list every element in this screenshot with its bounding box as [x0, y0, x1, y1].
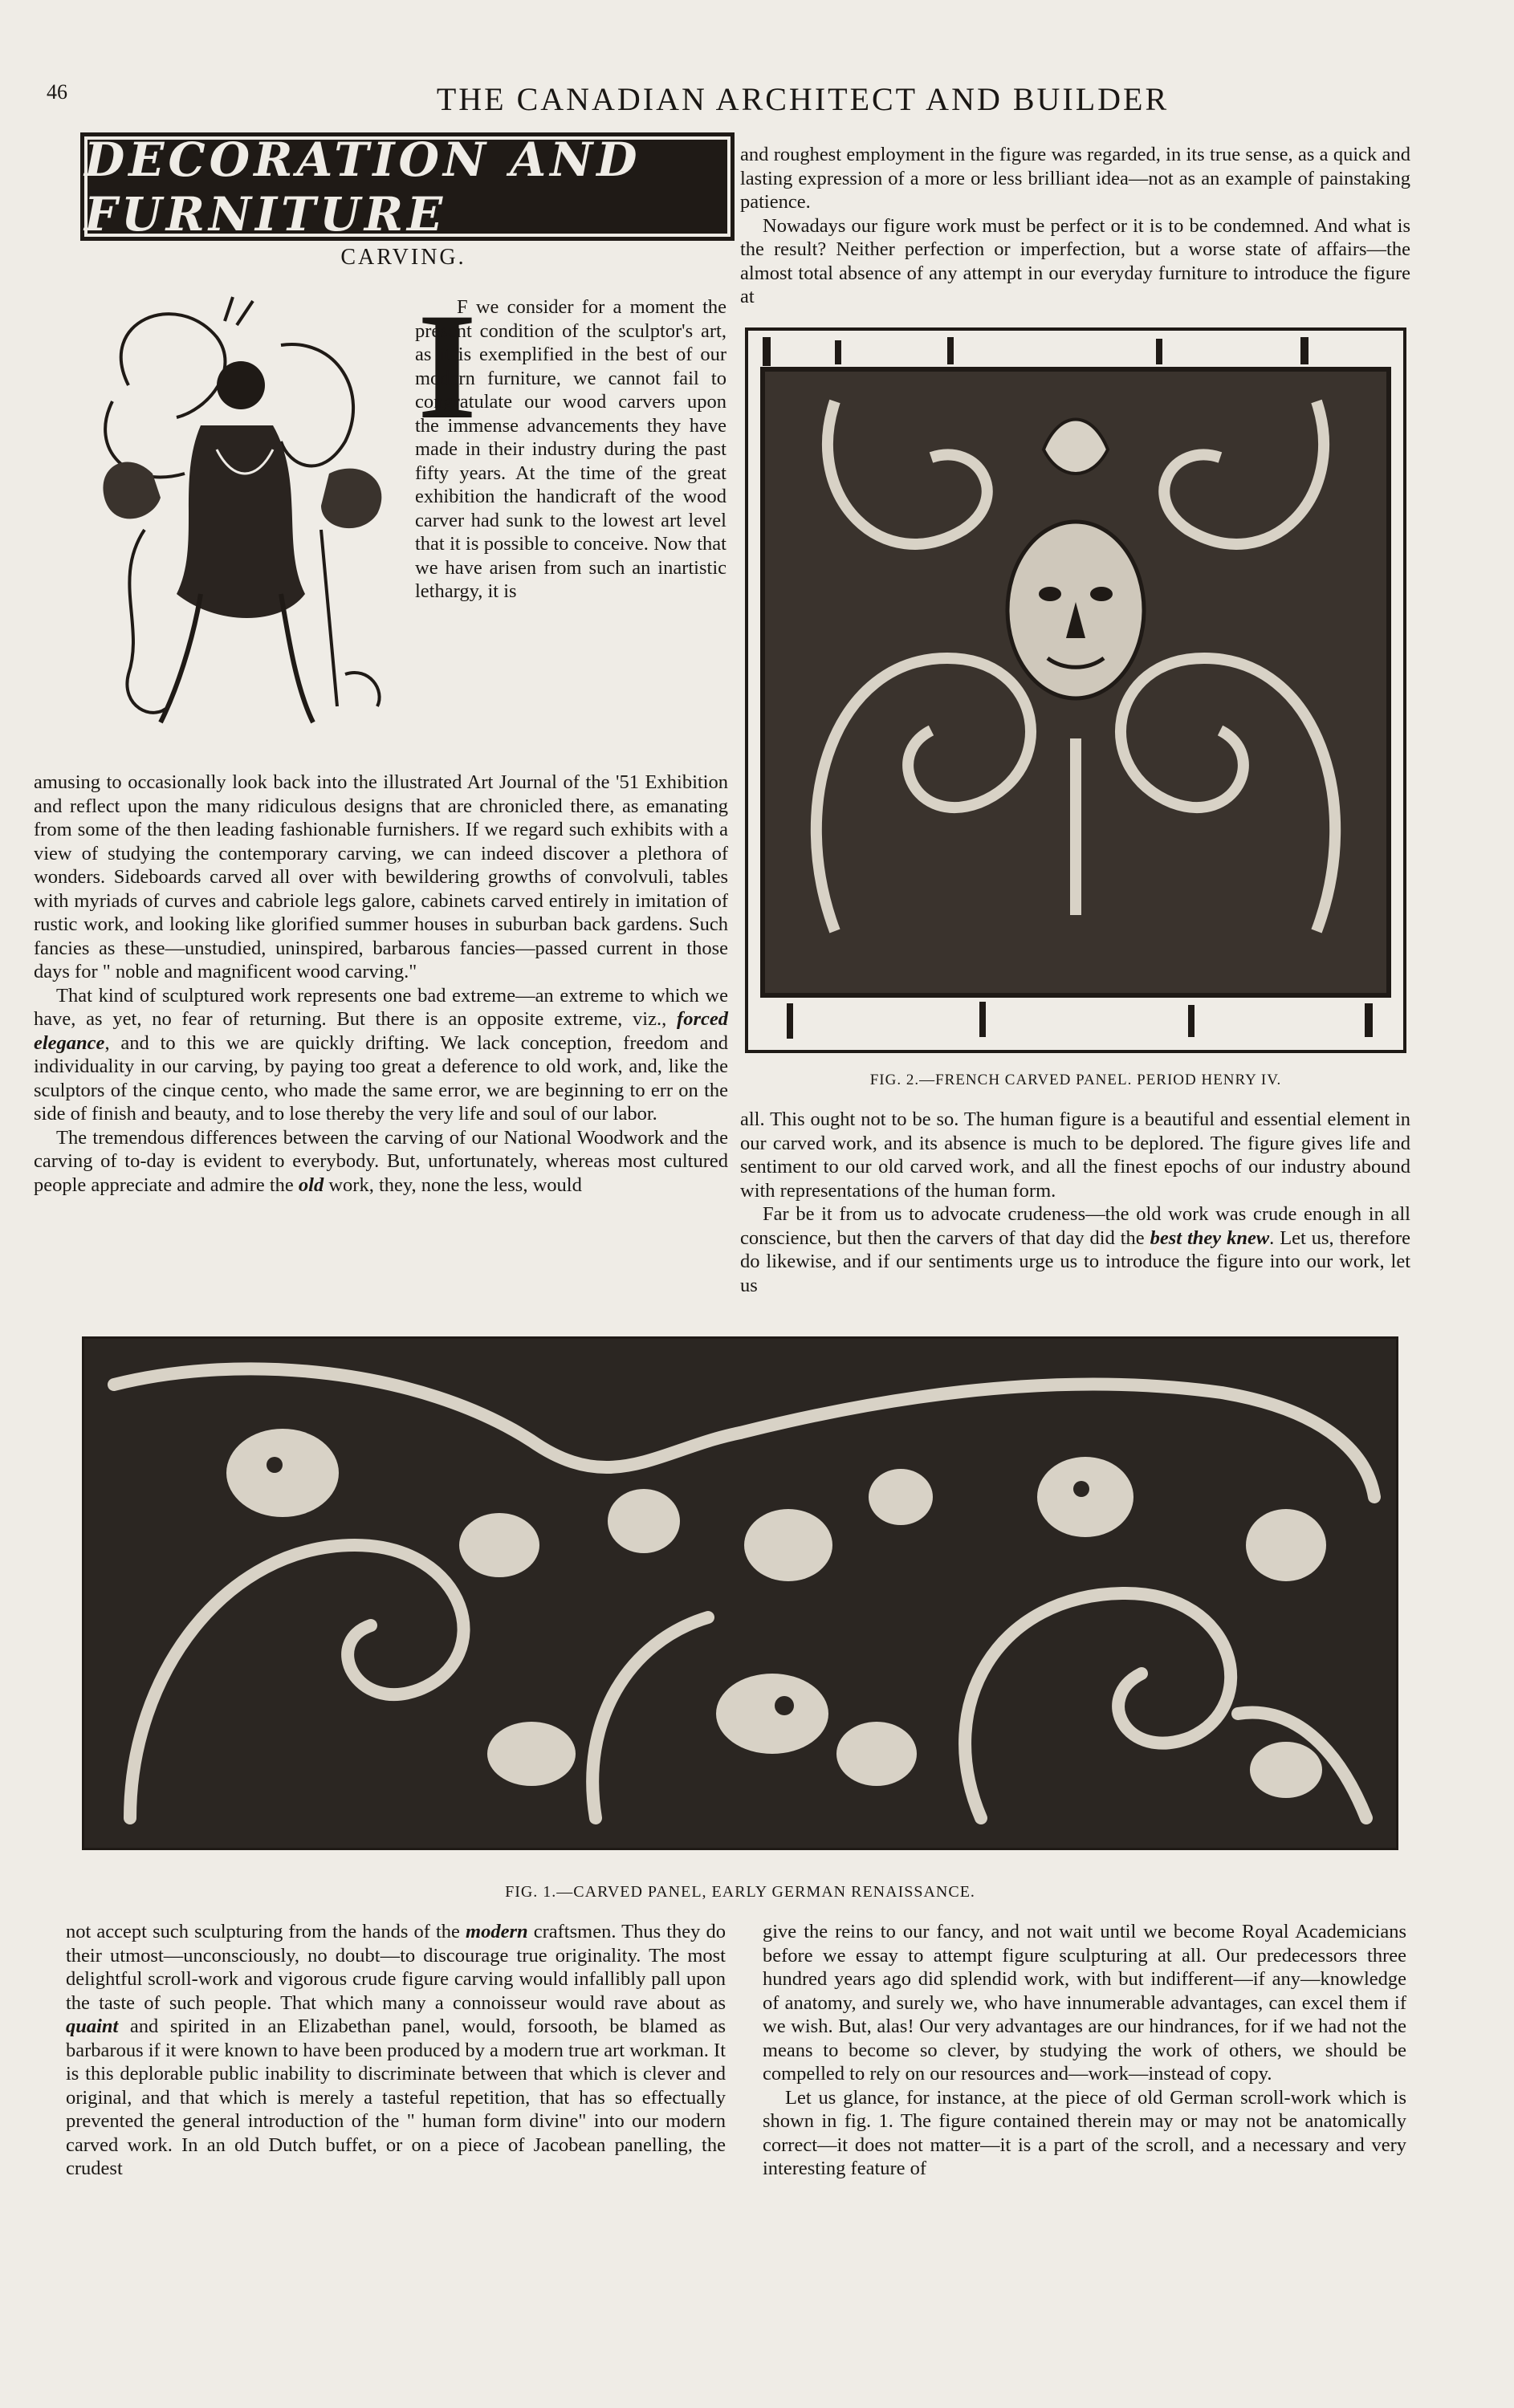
paragraph: amusing to occasionally look back into the illustrated Art Journal of the '51 Exhibition and reflect upon the many ridiculous designs that are chronicled there, as emanating from some of the then leading fashionable furnishers. If we regard such exhibits with a view of studying the contemporary carving, we can indeed discover a plethora of wonders. Sideboards carved all over with bewildering growths of convolvuli, tables with myriads of curves and cabriole legs galore, cabinets carved entirely in imitation of rustic work, and looking like glorified summer houses in suburban back gardens. Such fancies as these—unstudied, uninspired, barbarous fancies—passed current in those days for " noble and magnificent wood carving." [34, 771, 728, 982]
ornamental-title-banner [80, 132, 735, 241]
column-right-mid [740, 1108, 1410, 1297]
section-title: CARVING. [340, 245, 466, 270]
french-carved-panel-figure [739, 321, 1413, 1060]
page-number: 46 [47, 80, 67, 104]
paragraph: Nowadays our figure work must be perfect or it is to be condemned. And what is the result? Neither perfection or imperfection, but a worse state of affairs—the almost total absence of any attempt in our everyday furniture to introduce the figure at [740, 214, 1410, 307]
angel-illustration [80, 289, 409, 738]
column-left-body [34, 771, 728, 1197]
paragraph: give the reins to our fancy, and not wait until we become Royal Academicians before we essay to attempt figure sculpturing at all. Our predecessors three hundred years ago did splendid work, with but indifferent—if any—knowledge of anatomy, and surely we, who have innumerable advantages, can excel them if we wish. But, alas! Our very advantages are our hindrances, for if we had not the means to become so clever, by studying the work of others, we should be compelled to rely on our resources and—work—instead of copy. [763, 1921, 1406, 2085]
figure-2-caption: FIG. 2.—FRENCH CARVED PANEL. PERIOD HENRY IV. [869, 1072, 1282, 1088]
intro-paragraph: F we consider for a moment the present condition of the sculptor's art, as it is exemplified in the best of our modern furniture, we cannot fail to congratulate our wood carvers upon the immense advancements they have made in their industry during the past fifty years. At the time of the great exhibition the handicraft of the wood carver had sunk to the lowest art level that it is possible to conceive. Now that we have arisen from such an inartistic lethargy, it is [415, 296, 726, 602]
column-intro [415, 283, 726, 604]
drop-cap: I [417, 283, 477, 451]
running-title: THE CANADIAN ARCHITECT AND BUILDER [436, 81, 1170, 117]
column-bottom-right [763, 1920, 1406, 2181]
column-right-top [740, 143, 1410, 309]
german-carved-panel-figure [82, 1336, 1398, 1850]
paragraph: and roughest employment in the figure was regarded, in its true sense, as a quick and lasting expression of a more or less brilliant idea—not as an example of painstaking patience. [740, 144, 1410, 213]
banner-title: DECORATION AND FURNITURE [84, 132, 641, 242]
paragraph: not accept such sculpturing from the hands of the modern craftsmen. Thus they do their utmost—unconsciously, no doubt—to discourage true originality. The most delightful scroll-work and vigorous crude figure carving would infallibly pall upon the taste of such people. That which many a connoisseur would rave about as quaint and spirited in an Elizabethan panel, would, forsooth, be blamed as barbarous if it were known to have been produced by a modern true art workman. It is this deplorable public inability to discriminate between that which is clever and original, and that which is merely a tasteful repetition, that has so effectually prevented the general introduction of the " human form divine" into our modern carved work. In an old Dutch buffet, or on a piece of Jacobean panelling, the crudest [66, 1921, 726, 2179]
figure-1-caption: FIG. 1.—CARVED PANEL, EARLY GERMAN RENAISSANCE. [505, 1883, 975, 1901]
paragraph: Let us glance, for instance, at the piece of old German scroll-work which is shown in fig. 1. The figure contained therein may or may not be anatomically correct—it does not matter—it is a part of the scroll, and a necessary and very interesting feature of [763, 2086, 1406, 2179]
paragraph: That kind of sculptured work represents one bad extreme—an extreme to which we have, as yet, no fear of returning. But there is an opposite extreme, viz., forced elegance, and to this we are quickly drifting. We lack conception, freedom and individuality in our carving, by paying too great a deference to old work, and, like the sculptors of the cinque cento, who made the same error, we are beginning to err on the side of finish and beauty, and to lose thereby the very life and soul of our labor. [34, 984, 728, 1125]
paragraph: The tremendous differences between the carving of our National Woodwork and the carving of to-day is evident to everybody. But, unfortunately, whereas most cultured people appreciate and admire the old work, they, none the less, would [34, 1126, 728, 1196]
paragraph: all. This ought not to be so. The human figure is a beautiful and essential element in our carved work, and its absence is much to be deplored. The figure gives life and sentiment to our old carved work, and all the finest epochs of our industry abound with representations of the human form. [740, 1108, 1410, 1202]
paragraph: Far be it from us to advocate crudeness—the old work was crude enough in all conscience, but then the carvers of that day did the best they knew. Let us, therefore do likewise, and if our sentiments urge us to introduce the figure into our work, let us [740, 1203, 1410, 1296]
column-bottom-left [66, 1920, 726, 2181]
